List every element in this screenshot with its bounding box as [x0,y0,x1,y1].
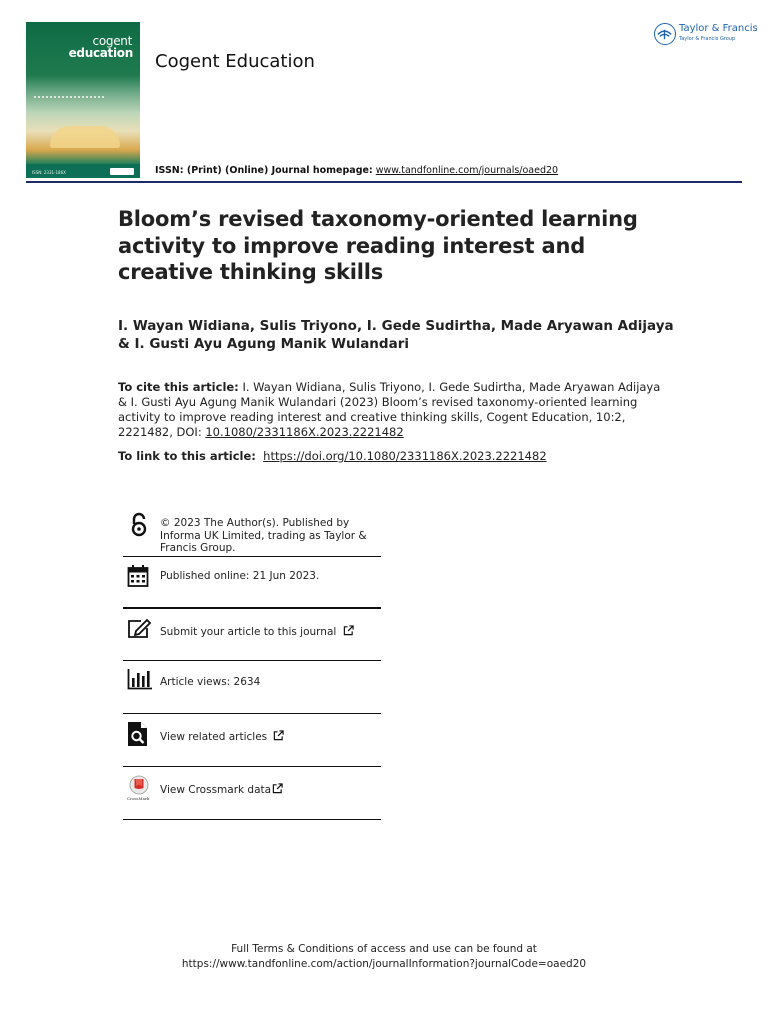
related-articles-item[interactable] [123,719,381,765]
article-title: Bloom’s revised taxonomy-oriented learning activity to improve reading interest and creative thinking skills [118,207,638,284]
external-link-icon [343,625,354,636]
article-doi-url[interactable]: https://doi.org/10.1080/2331186X.2023.2221482 [263,449,547,463]
cover-decoration [34,96,104,102]
doi-link[interactable]: 10.1080/2331186X.2023.2221482 [205,425,404,439]
related-articles-label: View related articles [160,731,268,743]
crossmark-link[interactable] [160,783,385,797]
submit-article-link[interactable] [160,625,385,639]
open-access-icon [127,512,151,536]
copyright-text: © 2023 The Author(s). Published by Informa UK Limited, trading as Taylor & Francis Group. [160,517,367,554]
open-access-item [123,510,381,556]
document-search-icon [127,721,151,745]
submit-article-label: Submit your article to this journal [160,626,337,638]
publisher-name: Taylor & Francis [679,23,758,34]
citation [118,380,663,440]
article-views-item [123,666,381,712]
link-label: To link to this article: [118,449,256,463]
footer-terms [0,942,768,972]
article-authors: I. Wayan Widiana, Sulis Triyono, I. Gede Sudirtha, Made Aryawan Adijaya & I. Gusti Ayu Agung Manik Wulandari [118,318,674,352]
submit-article-item[interactable] [123,614,381,658]
article-link [118,449,678,464]
publisher-logo[interactable] [654,22,758,46]
external-link-icon [272,783,283,794]
cover-book-illustration [50,126,120,148]
cite-text: I. Wayan Widiana, Sulis Triyono, I. Gede Sudirtha, Made Aryawan Adijaya & I. Gusti Ayu Agung Manik Wulandari (2023) Bloom’s revised taxonomy-oriented learning activity to improve reading interest and creative thinking skills, Cogent Education, 10:2, 2221482, DOI: [118,380,661,439]
bar-chart-icon [127,668,151,692]
related-articles-link[interactable] [160,730,385,744]
cover-title-line1: cogent [92,34,132,48]
footer-terms-url[interactable]: https://www.tandfonline.com/action/journalInformation?journalCode=oaed20 [181,958,587,970]
journal-homepage-link[interactable]: www.tandfonline.com/journals/oaed20 [375,165,559,176]
info-divider [123,766,381,767]
crossmark-label: View Crossmark data [160,784,272,796]
external-link-icon [273,730,284,741]
cover-publisher-logo [110,168,134,175]
issn-label: ISSN: (Print) (Online) Journal homepage: [155,165,373,176]
cover-title-line2: education [68,46,133,60]
crossmark-icon [126,775,156,799]
publisher-sub: Taylor & Francis Group [679,36,736,42]
info-divider [123,713,381,714]
crossmark-logo-text: CrossMark [127,796,150,801]
journal-cover-image [26,22,140,178]
publisher-logo-icon [654,23,676,45]
cite-label: To cite this article: [118,380,239,394]
info-divider [123,819,381,820]
info-divider [123,556,381,557]
footer-line1: Full Terms & Conditions of access and use can be found at [231,943,537,955]
crossmark-item[interactable] [123,772,381,818]
journal-name: Cogent Education [155,51,315,72]
edit-icon [127,617,151,641]
published-text: Published online: 21 Jun 2023. [160,570,320,582]
cover-issn: ISSN: 2331-186X [32,170,66,175]
info-divider [123,660,381,661]
published-item [123,562,381,606]
issn-line [155,165,558,176]
calendar-icon [127,564,151,588]
article-views-text: Article views: 2634 [160,676,261,688]
header-divider [26,181,742,183]
info-divider [123,607,381,609]
